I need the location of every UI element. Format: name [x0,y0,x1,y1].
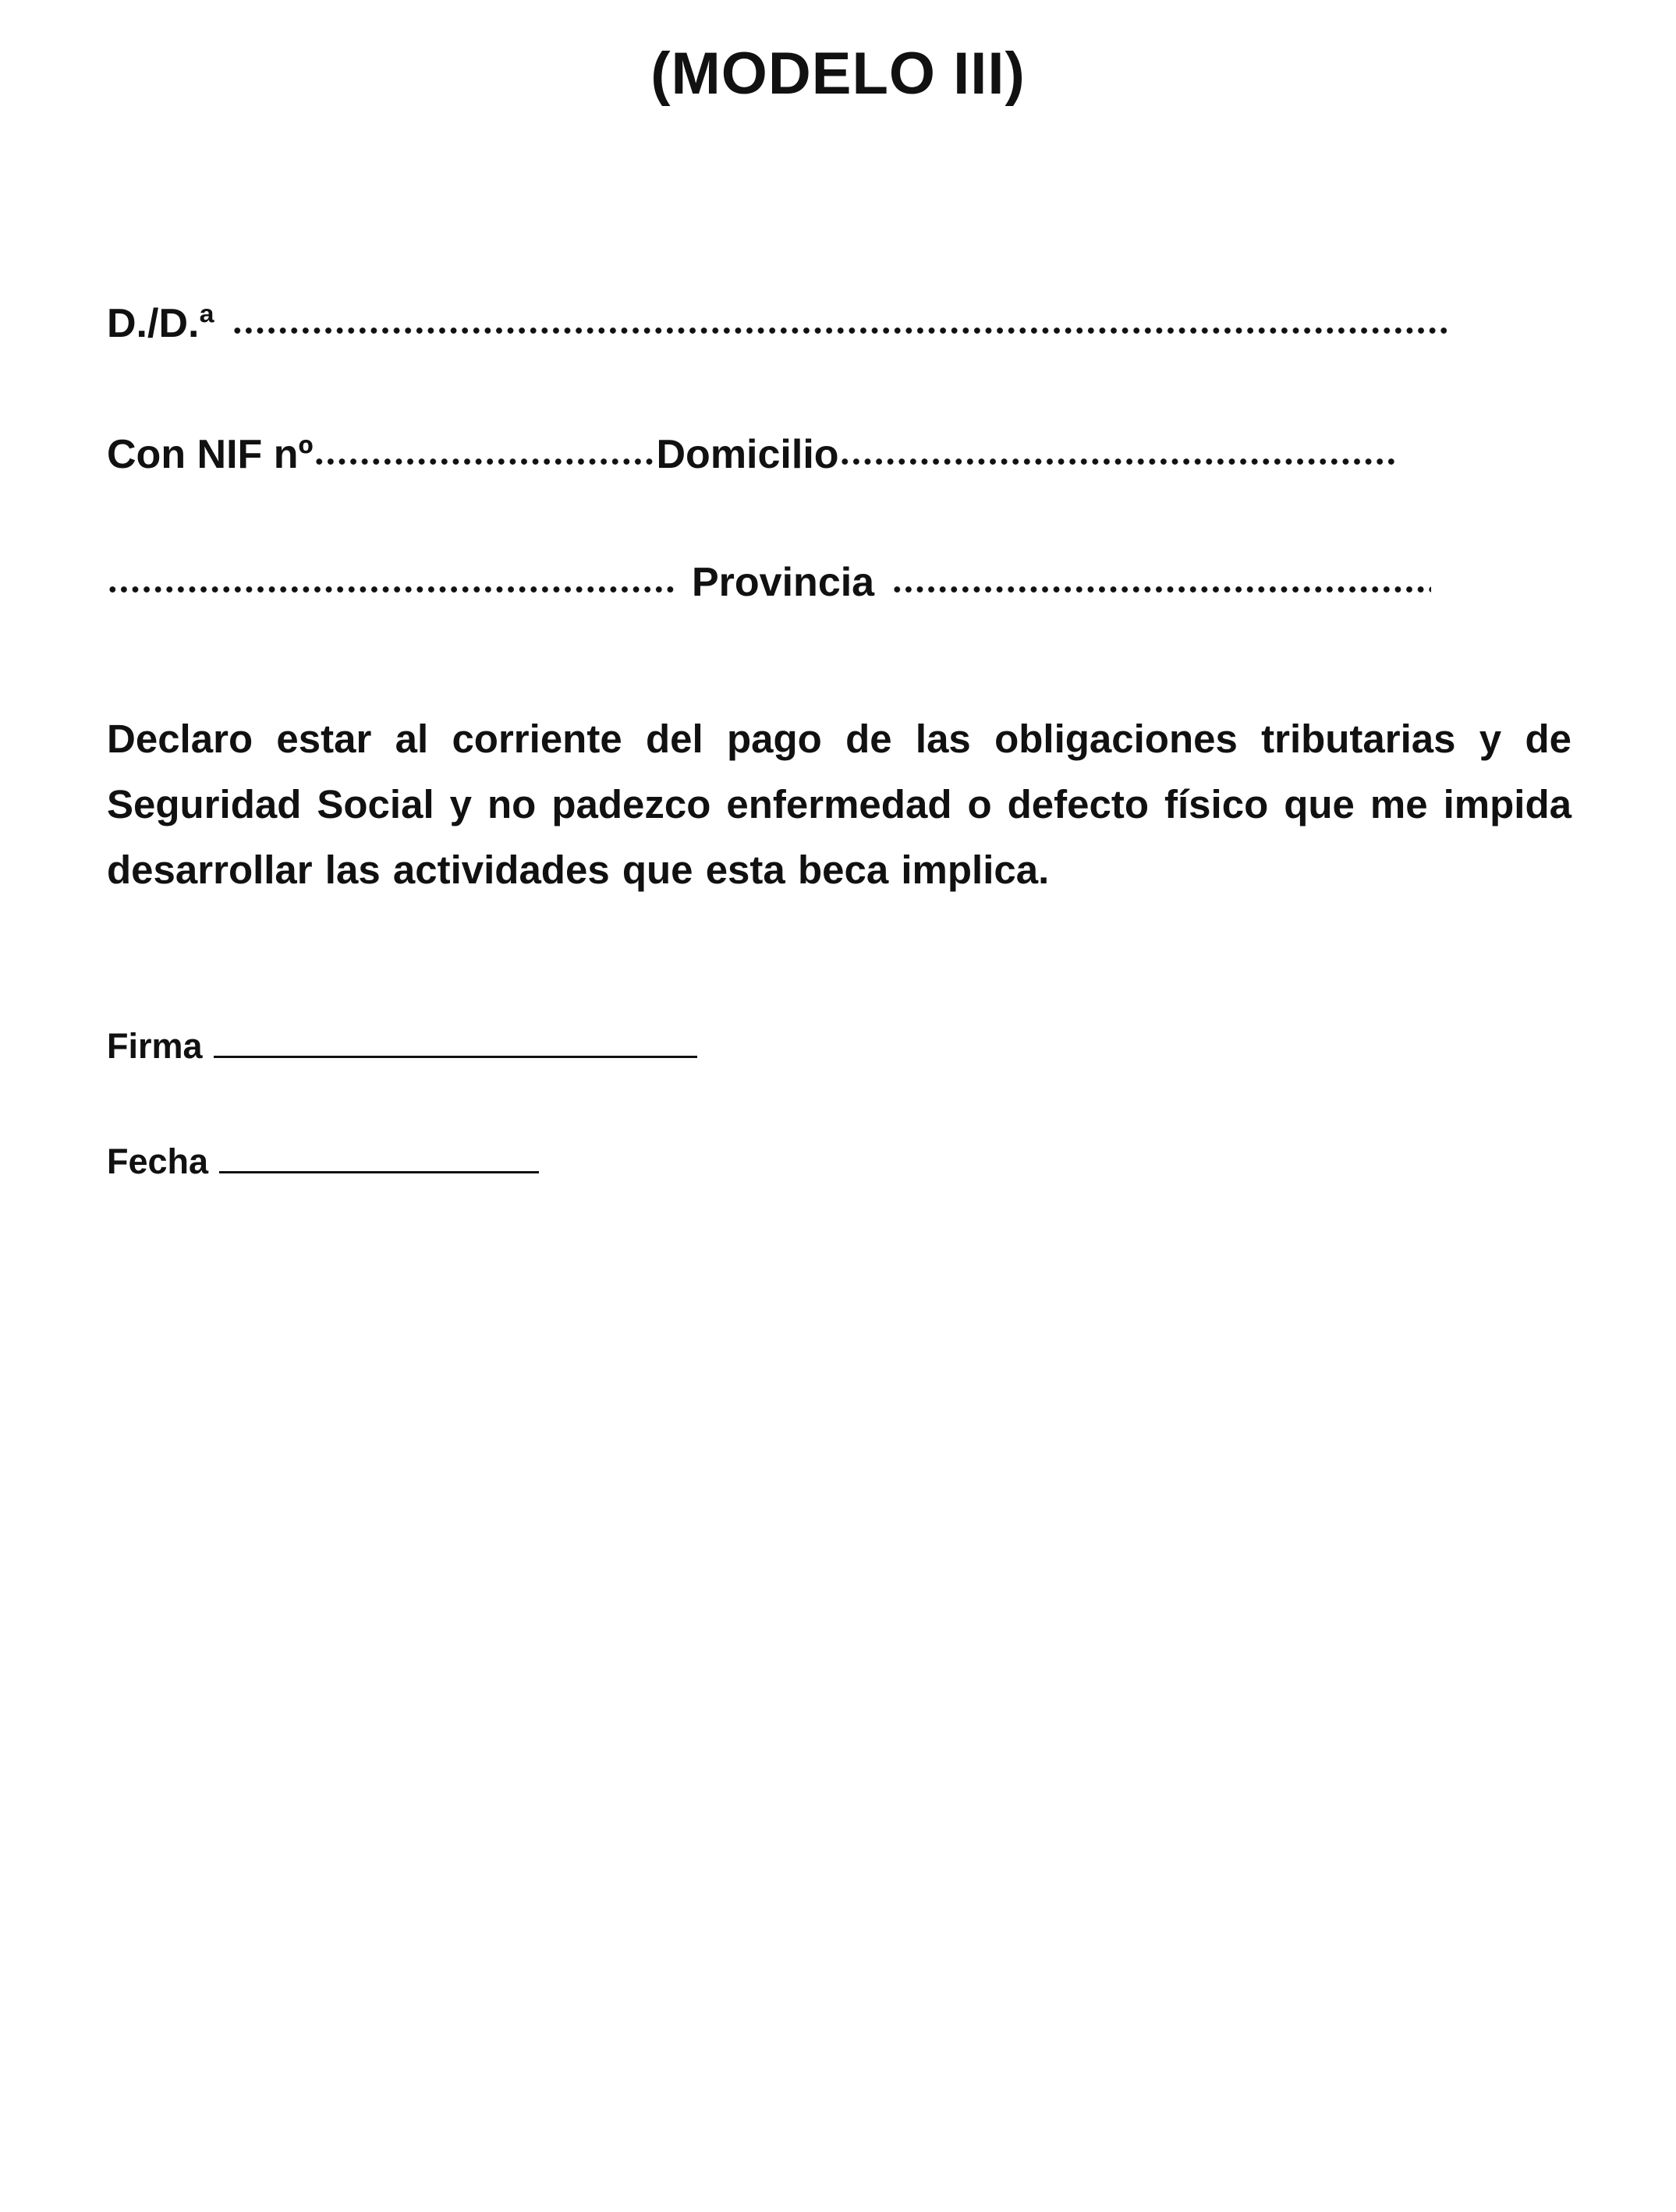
fecha-label: Fecha [107,1141,209,1181]
nif-label: Con NIF nº [107,432,314,477]
provincia-row [107,555,1431,610]
firma-underline-blank[interactable] [214,1056,697,1058]
nif-domicilio-row [107,427,1394,482]
date-row [107,1138,539,1185]
name-field-row [107,296,1447,351]
domicilio-label: Domicilio [656,432,839,477]
name-label: D./D.ª [107,301,214,346]
firma-label: Firma [107,1026,203,1066]
signature-row [107,1023,697,1070]
locality-dotted-blank[interactable] [107,580,676,596]
page-title: (MODELO III) [650,41,1026,107]
provincia-label: Provincia [692,560,875,605]
name-dotted-blank[interactable] [232,321,1447,337]
declaration-text: Declaro estar al corriente del pago de las obligaciones tributarias y de Seguridad Social y no padezco enfermedad o defecto físico que me impida desarrollar las actividades que esta beca implica. [107,717,1571,892]
provincia-dotted-blank[interactable] [891,580,1431,596]
nif-dotted-blank[interactable] [314,452,657,468]
domicilio-dotted-blank[interactable] [839,452,1394,468]
fecha-underline-blank[interactable] [219,1171,539,1173]
